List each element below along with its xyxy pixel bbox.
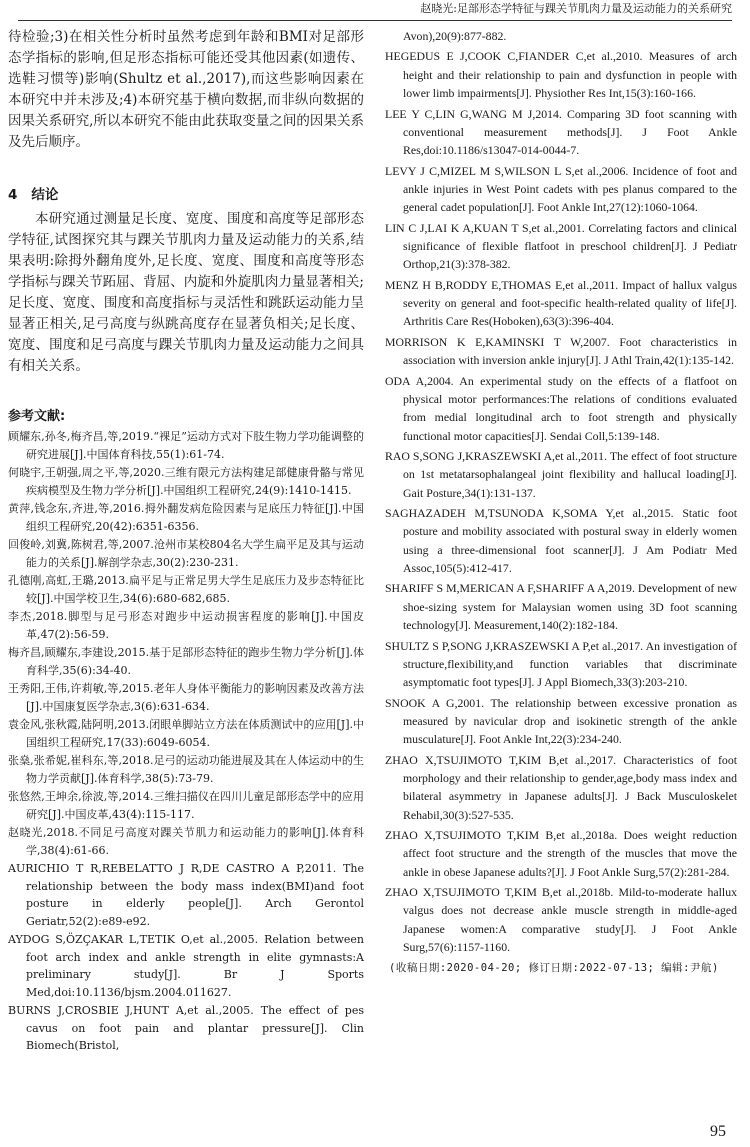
reference-item: SHARIFF S M,MERICAN A F,SHARIFF A A,2019. Development of new shoe-sizing system for Malaysian women using 3D foot scanning technology[J]. Measurement,140(2):182-184. bbox=[385, 581, 737, 633]
reference-item: LIN C J,LAI K A,KUAN T S,et al.,2001. Correlating factors and clinical significance of flexible flatfoot in preschool children[J]. J Pediatr Orthop,21(3):378-382. bbox=[385, 220, 737, 272]
reference-item: LEVY J C,MIZEL M S,WILSON L S,et al.,2006. Incidence of foot and ankle injuries in West Point cadets with pes planus compared to the general cadet population[J]. Foot Ankle Int,27(12):1060-1064. bbox=[385, 163, 737, 215]
reference-item: ZHAO X,TSUJIMOTO T,KIM B,et al.,2018b. Mild-to-moderate hallux valgus does not decrease ankle muscle strength in middle-aged Japanese women:A comparative study[J]. J Foot Ankle Surg,57(6):1157-1160. bbox=[385, 885, 737, 955]
section-title: 结论 bbox=[31, 187, 59, 203]
reference-item: ZHAO X,TSUJIMOTO T,KIM B,et al.,2018a. Does weight reduction affect foot structure and the strength of the muscles that move the ankle in obese Japanese adults?[J]. J Foot Ankle Surg,57(2):281-284. bbox=[385, 828, 737, 879]
left-reference-list bbox=[8, 428, 364, 1055]
reference-item: 何晓宇,王朝强,周之平,等,2020.三维有限元方法构建足部健康骨骼与常见疾病模型及生物力学分析[J].中国组织工程研究,24(9):1410-1415. bbox=[8, 466, 364, 497]
reference-item: AURICHIO T R,REBELATTO J R,DE CASTRO A P,2011. The relationship between the body mass index(BMI)and foot posture in elderly people[J]. Arch Gerontol Geriatr,52(2):e89-e92. bbox=[8, 862, 364, 928]
running-header bbox=[18, 0, 732, 21]
reference-item: ODA A,2004. An experimental study on the effects of a flatfoot on physical motor performances:The relations of conditions evaluated from medial longitudinal arch to foot strength and physically functional motor capacities[J]. Sendai Coll,5:139-148. bbox=[385, 373, 737, 443]
reference-item: ZHAO X,TSUJIMOTO T,KIM B,et al.,2017. Characteristics of foot morphology and their relationship to gender,age,body mass index and bilateral asymmetry in Japanese adults[J]. J Back Musculoskelet Rehabil,30(3):527-535. bbox=[385, 752, 737, 822]
reference-item: MENZ H B,RODDY E,THOMAS E,et al.,2011. Impact of hallux valgus severity on general and foot-specific health-related quality of life[J]. Arthritis Care Res(Hoboken),63(3):396-404. bbox=[385, 277, 737, 329]
reference-item: 袁金风,张秋霞,陆阿明,2013.闭眼单脚站立方法在体质测试中的应用[J].中国组织工程研究,17(33):6049-6054. bbox=[8, 718, 364, 749]
reference-item: AYDOG S,ÖZÇAKAR L,TETIK O,et al.,2005. Relation between foot arch index and ankle strength in elite gymnasts:A preliminary study[J]. Br J Sports Med,doi:10.1136/bjsm.2004.011627. bbox=[8, 933, 364, 999]
page-number: 95 bbox=[710, 1123, 726, 1140]
intro-paragraph: 待检验;3)在相关性分析时虽然考虑到年龄和BMI对足部形态学指标的影响,但足形态指标可能还受其他因素(如遗传、选鞋习惯等)影响(Shultz et al.,2017),而这些影响因素在本研究中并未涉及;4)本研究基于横向数据,而非纵向数据的因果关系研究,所以本研究不能由此获取变量之间的因果关系及先后顺序。 bbox=[8, 29, 364, 150]
conclusion-paragraph: 本研究通过测量足长度、宽度、围度和高度等足部形态学特征,试图探究其与踝关节肌肉力量及运动能力的关系,结果表明:除拇外翻角度外,足长度、宽度、围度和高度等形态学指标与踝关节跖屈、背屈、内旋和外旋肌肉力量显著相关;足长度、宽度、围度和高度指标与灵活性和跳跃运动能力呈显著正相关,足弓高度与纵跳高度存在显著负相关;足长度、宽度、围度和足弓高度与踝关节肌肉力量及运动能力之间具有相关关系。 bbox=[8, 211, 364, 374]
reference-item: 梅齐昌,顾耀东,李建设,2015.基于足部形态特征的跑步生物力学分析[J].体育科学,35(6):34-40. bbox=[8, 646, 364, 677]
reference-item: 张悠然,王坤余,徐波,等,2014.三维扫描仪在四川儿童足部形态学中的应用研究[J].中国皮革,43(4):115-117. bbox=[8, 790, 364, 821]
references-heading: 参考文献: bbox=[8, 409, 66, 424]
reference-item: 孔德刚,高虹,王璐,2013.扁平足与正常足男大学生足底压力及步态特征比较[J].中国学校卫生,34(6):680-682,685. bbox=[8, 574, 364, 605]
submission-dates: (收稿日期:2020-04-20; 修订日期:2022-07-13; 编辑:尹航) bbox=[389, 962, 719, 975]
right-column bbox=[385, 27, 737, 977]
reference-item: MORRISON K E,KAMINSKI T W,2007. Foot characteristics in association with inversion ankle injury[J]. J Athl Train,42(1):135-142. bbox=[385, 334, 737, 368]
reference-item: LEE Y C,LIN G,WANG M J,2014. Comparing 3D foot scanning with conventional measurement methods[J]. J Foot Ankle Res,doi:10.1186/s13047-014-0044-7. bbox=[385, 106, 737, 158]
reference-item: 李杰,2018.脚型与足弓形态对跑步中运动损害程度的影响[J].中国皮革,47(2):56-59. bbox=[8, 610, 364, 641]
section-heading bbox=[8, 183, 364, 203]
reference-item: 黄萍,钱念东,齐进,等,2016.拇外翻发病危险因素与足底压力特征[J].中国组织工程研究,20(42):6351-6356. bbox=[8, 502, 364, 533]
right-reference-list bbox=[385, 47, 737, 956]
reference-continuation: Avon),20(9):877-882. bbox=[403, 29, 507, 43]
running-title: 赵晓光:足部形态学特征与踝关节肌肉力量及运动能力的关系研究 bbox=[420, 2, 732, 15]
reference-item: BURNS J,CROSBIE J,HUNT A,et al.,2005. The effect of pes cavus on foot pain and plantar pressure[J]. Clin Biomech(Bristol, bbox=[8, 1004, 364, 1052]
reference-item: 顾耀东,孙冬,梅齐昌,等,2019.“裸足”运动方式对下肢生物力学功能调整的研究进展[J].中国体育科技,55(1):61-74. bbox=[8, 430, 364, 461]
reference-item: SAGHAZADEH M,TSUNODA K,SOMA Y,et al.,2015. Static foot posture and mobility associated with postural sway in elderly women using a three-dimensional foot scanner[J]. J Am Podiatr Med Assoc,105(5):412-417. bbox=[385, 506, 737, 575]
reference-item: 王秀阳,王伟,许莉敏,等,2015.老年人身体平衡能力的影响因素及改善方法[J].中国康复医学杂志,3(6):631-634. bbox=[8, 682, 364, 713]
reference-item: HEGEDUS E J,COOK C,FIANDER C,et al.,2010. Measures of arch height and their relationship to pain and dysfunction in people with lower limb impairments[J]. Physiother Res Int,15(3):160-166. bbox=[385, 49, 737, 101]
reference-item: RAO S,SONG J,KRASZEWSKI A,et al.,2011. The effect of foot structure on 1st metatarsophalangeal joint flexibility and hallucal loading[J]. Gait Posture,34(1):131-137. bbox=[385, 449, 737, 500]
section-number: 4 bbox=[8, 187, 18, 203]
reference-item: 张燊,张希妮,崔科东,等,2018.足弓的运动功能进展及其在人体运动中的生物力学贡献[J].体育科学,38(5):73-79. bbox=[8, 754, 364, 785]
reference-item: 赵晓光,2018.不同足弓高度对踝关节肌力和运动能力的影响[J].体育科学,38(4):61-66. bbox=[8, 826, 364, 857]
reference-item: 回俊岭,刘冀,陈树君,等,2007.沧州市某校804名大学生扁平足及其与运动能力的关系[J].解剖学杂志,30(2):230-231. bbox=[8, 538, 364, 569]
reference-item: SHULTZ S P,SONG J,KRASZEWSKI A P,et al.,2017. An investigation of structure,flexibility,and function variables that discriminate asymptomatic foot types[J]. J Appl Biomech,33(3):203-210. bbox=[385, 638, 737, 690]
left-column bbox=[8, 27, 364, 1056]
reference-item: SNOOK A G,2001. The relationship between excessive pronation as measured by navicular drop and isokinetic strength of the ankle musculature[J]. Foot Ankle Int,22(3):234-240. bbox=[385, 695, 737, 747]
